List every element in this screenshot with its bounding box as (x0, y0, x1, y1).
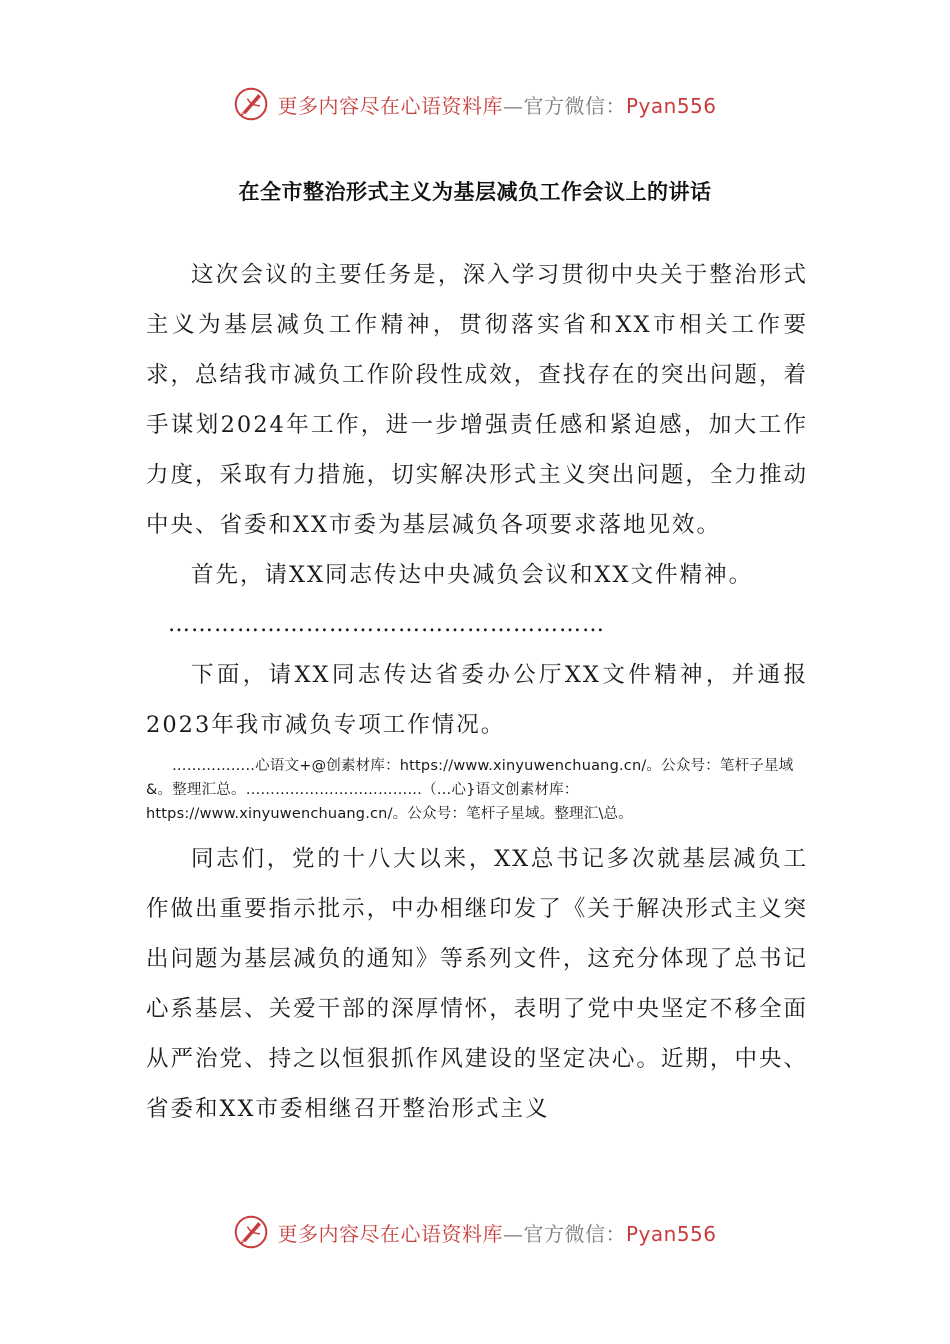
source-note (146, 754, 808, 826)
footer-banner-official: —官方微信： (502, 1221, 626, 1246)
paragraph-comrades: 同志们，党的十八大以来，XX总书记多次就基层减负工作做出重要指示批示，中办相继印发了《关于解决形式主义突出问题为基层减负的通知》等系列文件，这充分体现了总书记心系基层、关爱干部的深厚情怀，表明了党中央坚定不移全面从严治党、持之以恒狠抓作风建设的坚定决心。近期，中央、省委和XX市委相继召开整治形式主义 (146, 846, 808, 1122)
source-note-text: ……………..心语文+@创素材库：https://www.xinyuwenchuang.cn/。公众号：笔杆子星域&。整理汇总。………………………………（…心}语文创素材库：https://www.xinyuwenchuang.cn/。公众号：笔杆子星域。整理汇\总。 (146, 758, 794, 822)
footer-banner-text (277, 1218, 716, 1247)
paragraph-intro: 这次会议的主要任务是，深入学习贯彻中央关于整治形式主义为基层减负工作精神，贯彻落实省和XX市相关工作要求，总结我市减负工作阶段性成效，查找存在的突出问题，着手谋划2024年工作，进一步增强责任感和紧迫感，加大工作力度，采取有力措施，切实解决形式主义突出问题，全力推动中央、省委和XX市委为基层减负各项要求落地见效。 (146, 262, 808, 538)
header-banner-main: 更多内容尽在心语资料库 (277, 93, 503, 118)
footer-banner-wechat: Pyan556 (625, 1221, 717, 1246)
paragraph-next-speaker: 下面，请XX同志传达省委办公厅XX文件精神，并通报2023年我市减负专项工作情况。 (146, 662, 808, 738)
quill-pen-logo-icon (233, 86, 269, 122)
footer-banner-inner (233, 1214, 716, 1250)
quill-pen-logo-icon (233, 1214, 269, 1250)
footer-banner-main: 更多内容尽在心语资料库 (277, 1221, 503, 1246)
document-body (146, 250, 808, 1134)
document-title: 在全市整治形式主义为基层减负工作会议上的讲话 (238, 180, 712, 204)
header-banner-text (277, 90, 716, 119)
footer-banner (0, 1210, 950, 1254)
header-banner-wechat: Pyan556 (625, 93, 717, 118)
header-banner-inner (233, 86, 716, 122)
header-banner-official: —官方微信： (502, 93, 626, 118)
ellipsis-line: ………………………………………………… (168, 612, 605, 637)
header-banner (0, 82, 950, 126)
paragraph-first-speaker: 首先，请XX同志传达中央减负会议和XX文件精神。 (191, 562, 754, 588)
